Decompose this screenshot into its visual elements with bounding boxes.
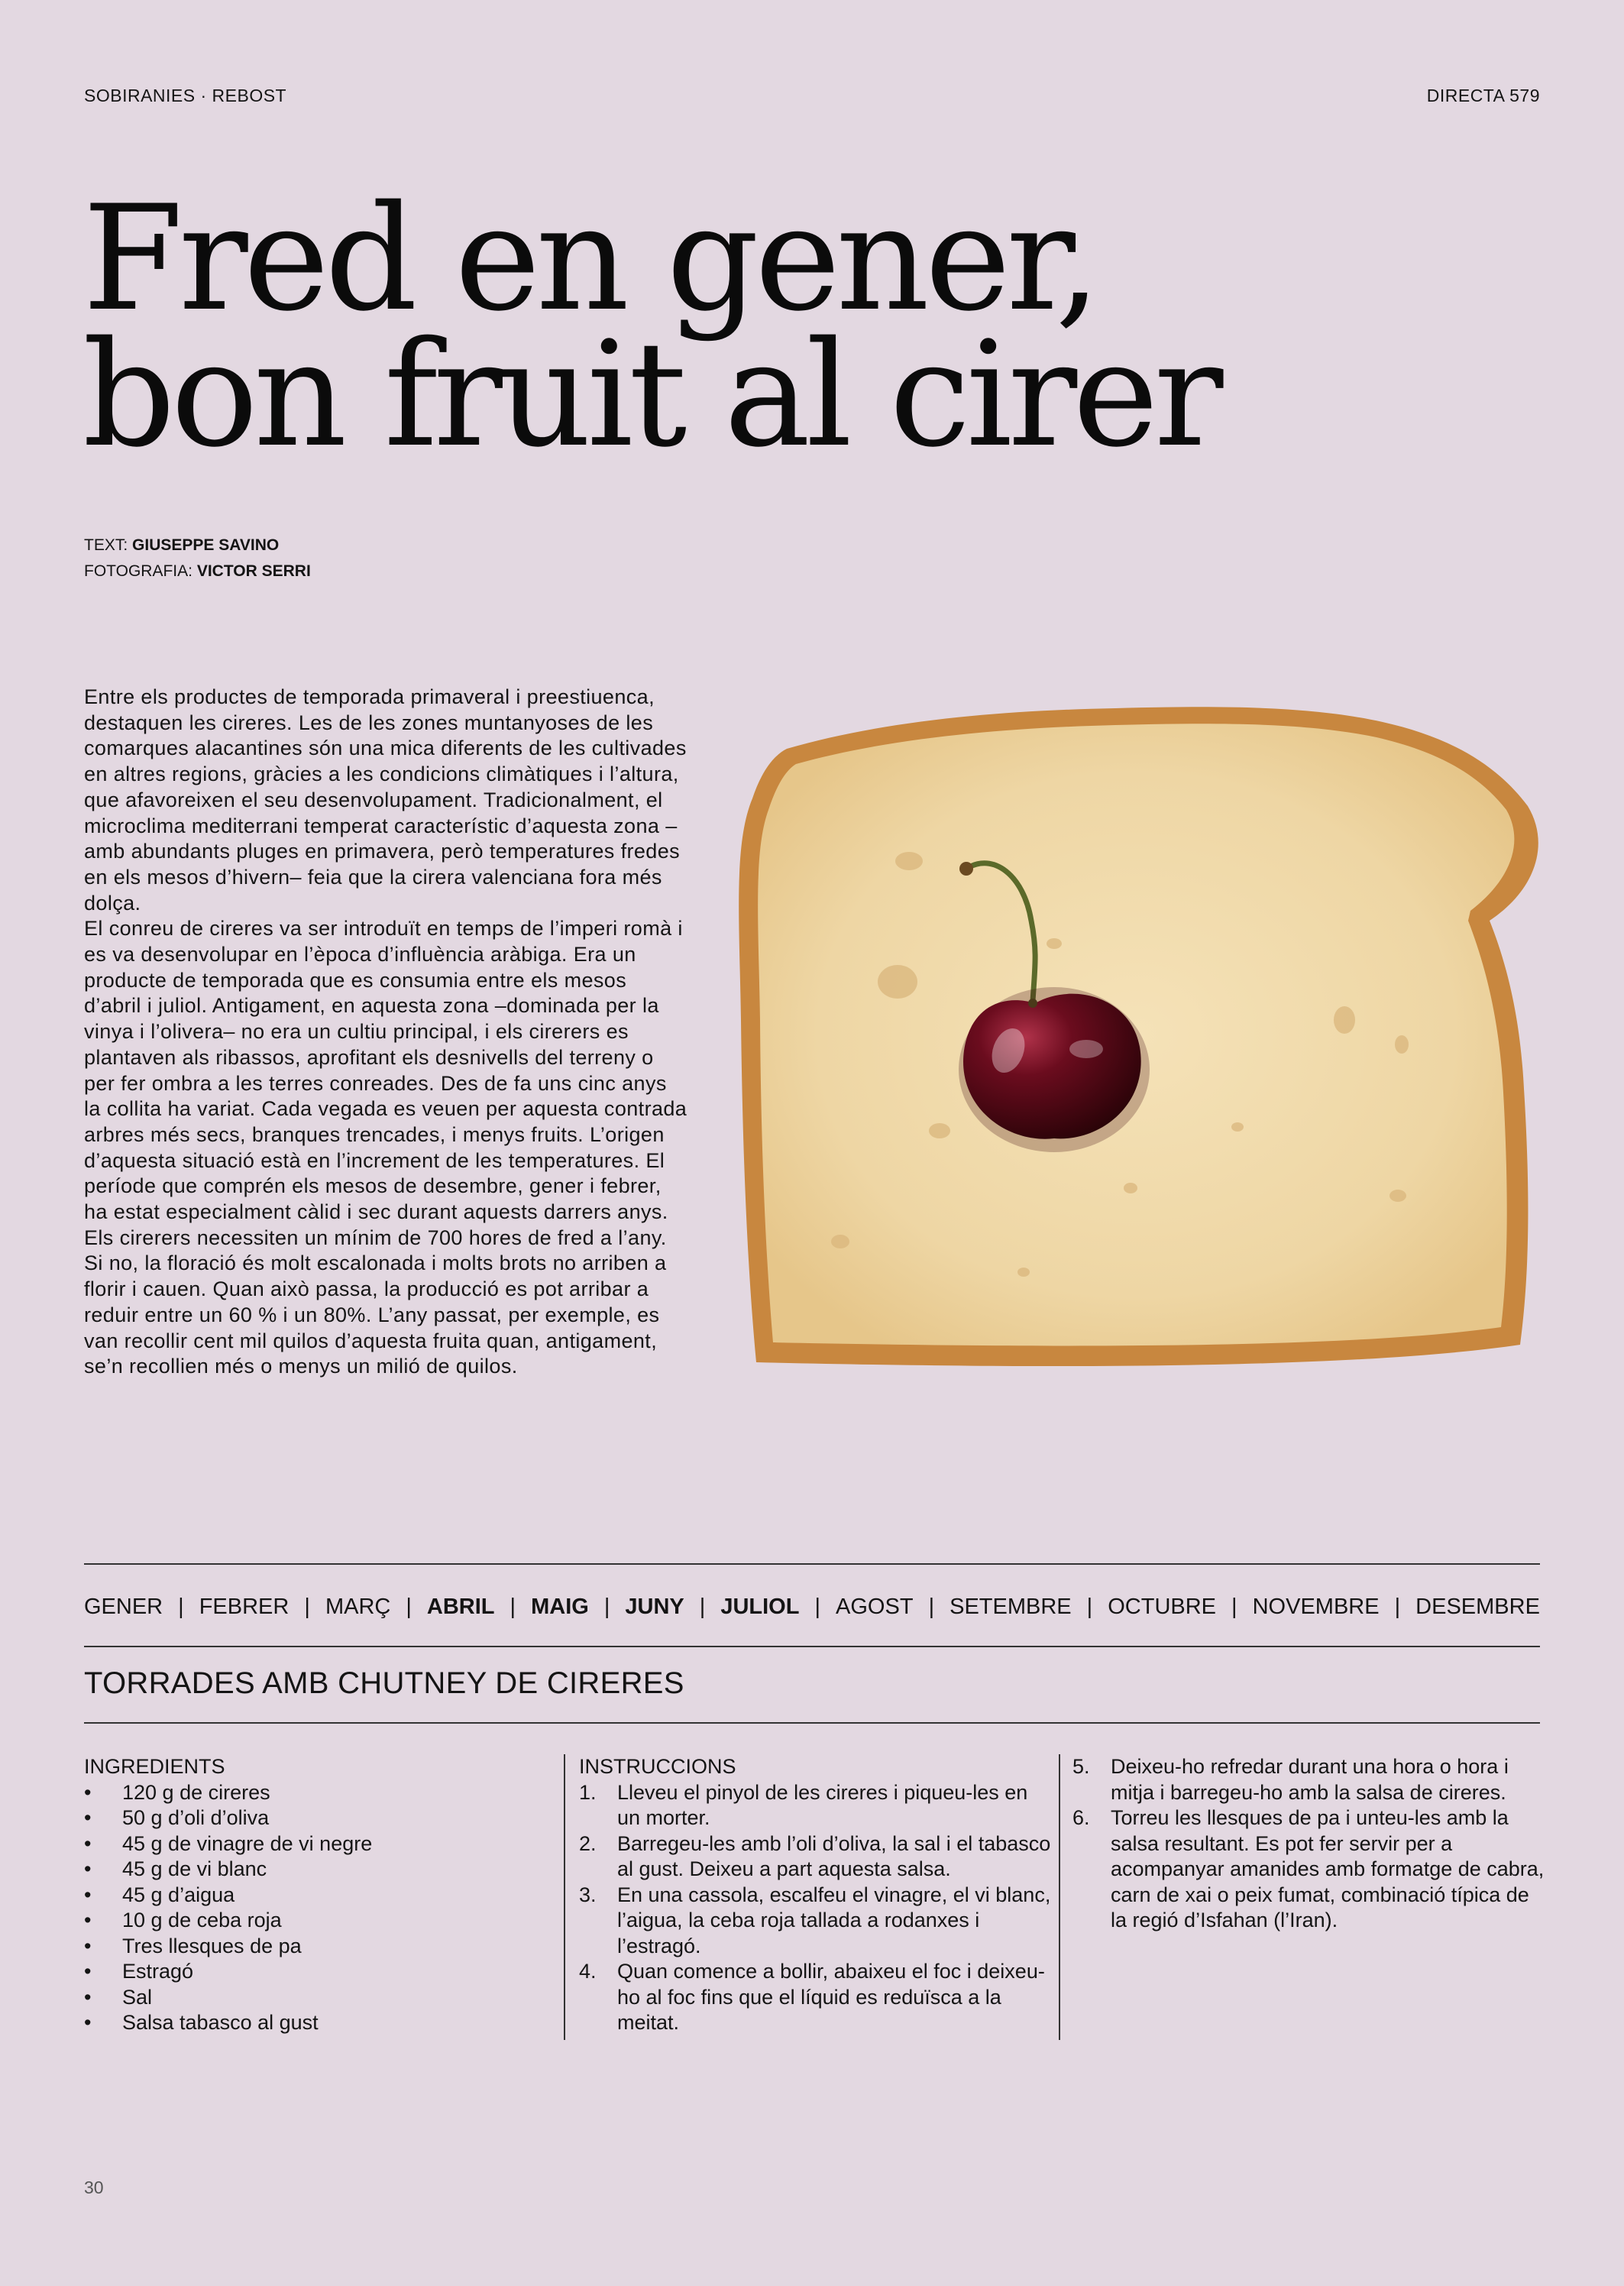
month-separator: | [304,1594,310,1619]
ingredient-item [84,1805,542,1831]
ingredient-item [84,1831,542,1857]
step-text: En una cassola, escalfeu el vinagre, el vi blanc, l’aigua, la ceba roja tallada a rodanxes i l’estragó. [617,1883,1051,1957]
recipe-title: TORRADES AMB CHUTNEY DE CIRERES [84,1666,684,1700]
ingredient-item [84,1985,542,2011]
month-6: JULIOL [720,1594,800,1619]
instructions-column [579,1754,1053,2036]
bullet-icon: • [84,1857,92,1880]
month-separator: | [1394,1594,1401,1619]
ingredients-heading: INGREDIENTS [84,1755,225,1778]
body-paragraph-2: El conreu de cireres va ser introduït en temps de l’imperi romà i es va desenvolupar en l’època d’influència aràbiga. Era un producte de temporada que es consumia entre els mesos d’abril i juliol. Antigament, en aquesta zona –dominada per la vinya i l’olivera– no era un cultiu principal, i els cirerers es plantaven als ribassos, aprofitant els desnivells del terreny o per fer ombra a les terres conreades. Des de fa uns cinc anys la collita ha variat. Cada vegada es veuen per aquesta contrada arbres més secs, branques trencades, i menys fruits. L’origen d’aquesta situació està en l’increment de les temperatures. El període que comprén els mesos de desembre, gener i febrer, ha estat especialment càlid i sec durant aquests darrers anys. Els cirerers necessiten un mínim de 700 hores de fred a l’any. Si no, la floració és molt escalonada i molts brots no arriben a florir i cauen. Quan això passa, la producció es pot arribar a reduir entre un 60 % i un 80%. L’any passat, per exemple, es van recollir cent mil quilos d’aquesta fruita quan, antigament, se’n recollien més o menys un milió de quilos. [84,917,687,1378]
step-number: 3. [579,1883,597,1906]
month-2: MARÇ [325,1594,391,1619]
step-text: Quan comence a bollir, abaixeu el foc i deixeu-ho al foc fins que el líquid es reduïsca a la meitat. [617,1960,1045,2034]
bullet-icon: • [84,1934,92,1957]
season-months [84,1591,1540,1622]
column-divider [1059,1754,1060,2040]
month-separator: | [814,1594,821,1619]
steps-list-2 [1072,1754,1546,1934]
ingredient-item [84,2010,542,2036]
step-text: Torreu les llesques de pa i unteu-les amb la salsa resultant. Es pot fer servir per a acompanyar amanides amb formatge de cabra, carn de xai o peix fumat, combinació típica de la regió d’Isfahan (l’Iran). [1111,1806,1545,1931]
ingredient-text: Salsa tabasco al gust [122,2011,319,2034]
ingredients-list [84,1780,542,2036]
photo-credit [84,559,311,584]
month-10: NOVEMBRE [1252,1594,1380,1619]
instructions-heading: INSTRUCCIONS [579,1755,736,1778]
month-0: GENER [84,1594,163,1619]
bullet-icon: • [84,1780,92,1804]
step-text: Deixeu-ho refredar durant una hora o hora i mitja i barregeu-ho amb la salsa de cireres. [1111,1755,1509,1804]
ingredient-text: 50 g d’oli d’oliva [122,1806,270,1829]
step-item [579,1831,1053,1883]
step-number: 4. [579,1960,597,1983]
section-label: SOBIRANIES · REBOST [84,86,287,105]
ingredient-item [84,1934,542,1960]
step-number: 2. [579,1831,597,1855]
month-1: FEBRER [199,1594,290,1619]
month-3: ABRIL [426,1594,495,1619]
month-separator: | [406,1594,412,1619]
bread-cherry-photo [733,691,1543,1379]
month-separator: | [699,1594,706,1619]
text-credit [84,533,279,559]
photo-credit-label: FOTOGRAFIA: [84,562,192,580]
month-7: AGOST [836,1594,914,1619]
ingredients-column [84,1754,542,2036]
article-body [84,685,689,1380]
step-number: 1. [579,1780,597,1804]
ingredient-item [84,1780,542,1806]
bullet-icon: • [84,1806,92,1829]
bullet-icon: • [84,1960,92,1983]
divider-recipe [84,1722,1540,1724]
month-8: SETEMBRE [949,1594,1072,1619]
bullet-icon: • [84,1909,92,1931]
month-11: DESEMBRE [1415,1594,1540,1619]
ingredient-text: 10 g de ceba roja [122,1909,282,1931]
bullet-icon: • [84,2011,92,2034]
month-separator: | [1086,1594,1093,1619]
month-separator: | [603,1594,610,1619]
step-number: 5. [1072,1755,1090,1778]
title-line-2: bon fruit al cirer [82,310,1219,479]
ingredient-text: 45 g de vinagre de vi negre [122,1831,373,1855]
month-9: OCTUBRE [1108,1594,1217,1619]
article-title [82,174,1219,479]
month-separator: | [1231,1594,1237,1619]
ingredient-text: 120 g de cireres [122,1780,270,1804]
step-item [1072,1805,1546,1934]
ingredient-text: 45 g de vi blanc [122,1857,267,1880]
text-credit-label: TEXT: [84,536,128,554]
instructions-column-2 [1072,1754,1546,1934]
photo-author: VICTOR SERRI [196,562,311,580]
month-5: JUNY [625,1594,684,1619]
ingredient-text: Tres llesques de pa [122,1934,302,1957]
month-4: MAIG [531,1594,589,1619]
ingredient-item [84,1908,542,1934]
month-separator: | [510,1594,516,1619]
divider-top [84,1563,1540,1565]
ingredient-text: Estragó [122,1960,194,1983]
step-text: Lleveu el pinyol de les cireres i piqueu-les en un morter. [617,1780,1028,1829]
ingredient-item [84,1959,542,1985]
text-author: GIUSEPPE SAVINO [132,536,280,554]
bullet-icon: • [84,1883,92,1906]
ingredient-item [84,1883,542,1909]
column-divider [564,1754,565,2040]
step-item [579,1883,1053,1960]
month-separator: | [928,1594,935,1619]
bullet-icon: • [84,1831,92,1855]
step-item [1072,1754,1546,1805]
step-item [579,1959,1053,2036]
issue-label: DIRECTA 579 [1426,86,1540,105]
body-paragraph-1: Entre els productes de temporada primaveral i preestiuenca, destaquen les cireres. Les de les zones muntanyoses de les comarques alacantines són una mica diferents de les cultivades en altres regions, gràcies a les condicions climàtiques i l’altura, que afavoreixen el seu desenvolupament. Tradicionalment, el microclima mediterrani temperat característic d’aquesta zona –amb abundants pluges en primavera, però temperatures fredes en els mesos d’hivern– feia que la cirera valenciana fora més dolça. [84,685,687,915]
steps-list-1 [579,1780,1053,2036]
bullet-icon: • [84,1985,92,2009]
month-separator: | [178,1594,184,1619]
step-number: 6. [1072,1806,1090,1829]
ingredient-item [84,1857,542,1883]
divider-middle [84,1646,1540,1647]
title-line-1: Fred en gener, [82,174,1097,343]
ingredient-text: 45 g d’aigua [122,1883,235,1906]
ingredient-text: Sal [122,1985,153,2009]
page-number: 30 [84,2178,104,2197]
step-text: Barregeu-les amb l’oli d’oliva, la sal i el tabasco al gust. Deixeu a part aquesta salsa. [617,1831,1051,1880]
step-item [579,1780,1053,1831]
